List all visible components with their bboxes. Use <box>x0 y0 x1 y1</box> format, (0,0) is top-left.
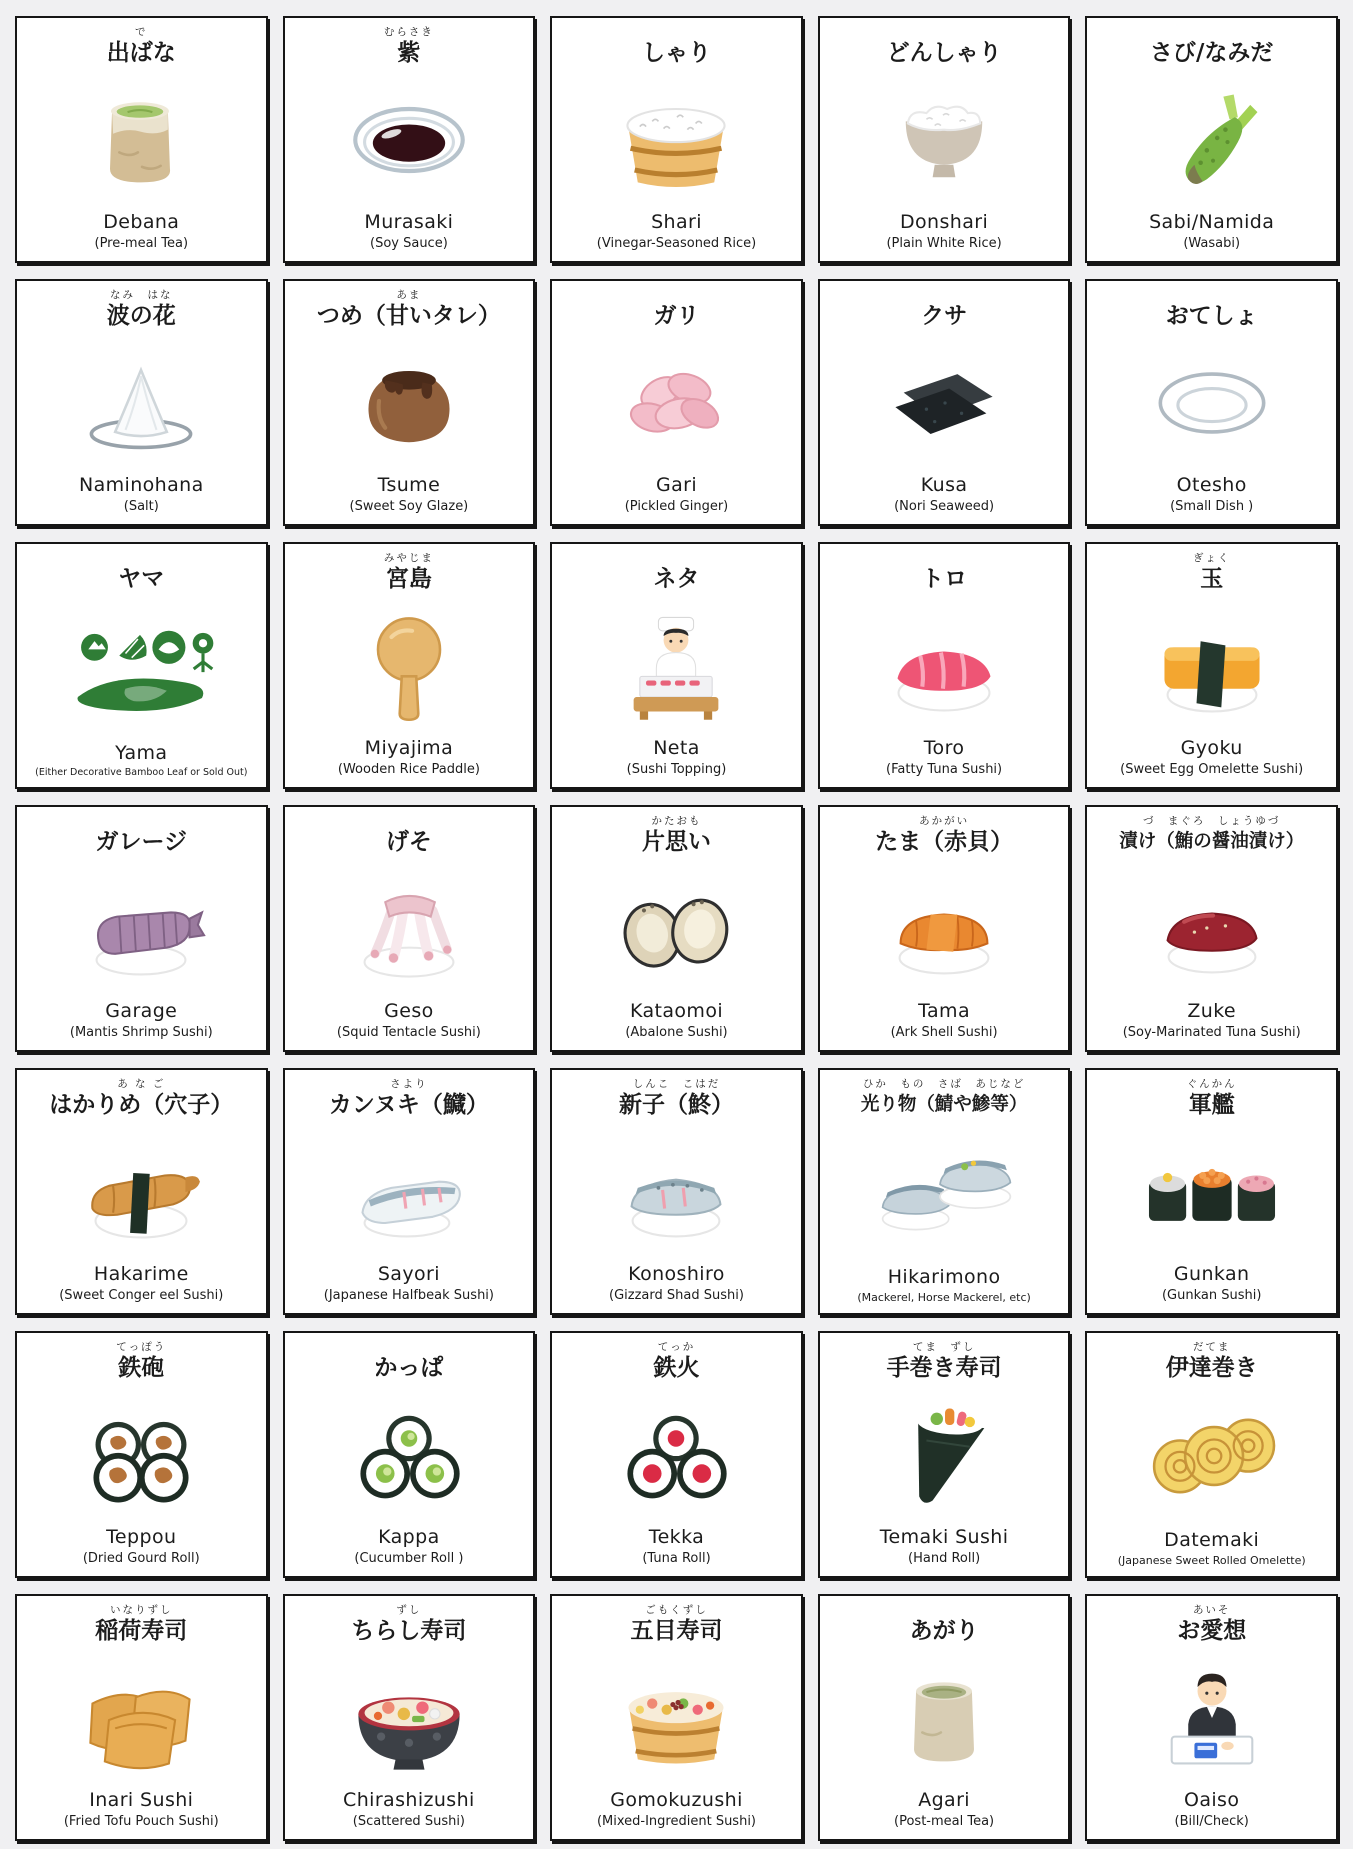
card-english: (Mantis Shrimp Sushi) <box>69 1025 213 1041</box>
card-furigana: ひか もの さば あじなど <box>862 1078 1026 1090</box>
card-romaji: Datemaki <box>1164 1528 1260 1551</box>
conger-nigiri-illustration <box>58 1130 224 1254</box>
card-inari <box>15 1594 268 1841</box>
card-gunkan <box>1085 1068 1338 1315</box>
small-plate-illustration <box>1129 341 1295 465</box>
ark-shell-nigiri-illustration <box>861 867 1027 991</box>
card-donshari <box>818 16 1071 263</box>
card-english: (Sweet Soy Glaze) <box>349 499 469 515</box>
wasabi-root-illustration <box>1129 78 1295 202</box>
card-romaji: Sabi/Namida <box>1149 211 1275 234</box>
card-geso <box>283 805 536 1052</box>
card-romaji: Temaki Sushi <box>879 1526 1009 1549</box>
card-title: 玉 <box>1200 566 1224 592</box>
card-english: (Soy-Marinated Tuna Sushi) <box>1122 1025 1301 1041</box>
card-romaji: Donshari <box>900 211 989 234</box>
card-english: (Scattered Sushi) <box>352 1814 466 1830</box>
card-gari <box>550 279 803 526</box>
gomoku-tub-illustration <box>593 1656 759 1780</box>
card-furigana: あま <box>396 289 422 301</box>
card-teppou <box>15 1331 268 1578</box>
card-title: 鉄火 <box>653 1355 700 1381</box>
card-romaji: Chirashizushi <box>343 1789 475 1812</box>
card-title: 光り物（鯖や鯵等） <box>860 1094 1028 1115</box>
card-title: あがり <box>909 1618 979 1644</box>
card-romaji: Murasaki <box>364 211 454 234</box>
gunkan-row-illustration <box>1129 1130 1295 1254</box>
card-shari <box>550 16 803 263</box>
card-furigana: むらさき <box>383 26 434 38</box>
card-english: (Japanese Sweet Rolled Omelette) <box>1117 1553 1306 1567</box>
card-english: (Either Decorative Bamboo Leaf or Sold Out) <box>35 766 248 778</box>
card-agari <box>818 1594 1071 1841</box>
card-romaji: Sayori <box>377 1263 440 1286</box>
card-english: (Soy Sauce) <box>370 236 448 252</box>
card-romaji: Teppou <box>106 1526 177 1549</box>
card-english: (Sweet Egg Omelette Sushi) <box>1120 762 1304 778</box>
card-otesho <box>1085 279 1338 526</box>
card-kusa <box>818 279 1071 526</box>
card-english: (Japanese Halfbeak Sushi) <box>323 1288 494 1304</box>
card-title: 漬け（鮪の醤油漬け） <box>1119 831 1305 852</box>
card-title: はかりめ（穴子） <box>49 1092 234 1118</box>
card-romaji: Gunkan <box>1173 1263 1250 1286</box>
card-title: げそ <box>385 829 432 855</box>
omelette-rolls-illustration <box>1129 1394 1295 1518</box>
card-romaji: Tama <box>918 1000 971 1023</box>
card-gyoku <box>1085 542 1338 789</box>
card-furigana: ずし <box>396 1604 422 1616</box>
card-romaji: Tsume <box>377 474 441 497</box>
rice-bowl-illustration <box>861 78 1027 202</box>
rice-paddle-illustration <box>326 604 492 728</box>
cucumber-rolls-illustration <box>326 1393 492 1517</box>
card-naminohana <box>15 279 268 526</box>
abalone-illustration <box>593 867 759 991</box>
card-title: 鉄砲 <box>118 1355 165 1381</box>
card-title: 稲荷寿司 <box>95 1618 188 1644</box>
card-romaji: Tekka <box>648 1526 705 1549</box>
card-garage <box>15 805 268 1052</box>
tea-cup-illustration <box>58 78 224 202</box>
card-romaji: Debana <box>103 211 180 234</box>
card-oaiso <box>1085 1594 1338 1841</box>
card-romaji: Garage <box>105 1000 178 1023</box>
card-furigana: しんこ こはだ <box>632 1078 721 1090</box>
card-english: (Bill/Check) <box>1174 1814 1249 1830</box>
card-title: 宮島 <box>385 566 432 592</box>
card-miyajima <box>283 542 536 789</box>
card-furigana: みやじま <box>383 552 434 564</box>
card-furigana: あいそ <box>1192 1604 1231 1616</box>
card-gomoku <box>550 1594 803 1841</box>
card-furigana: かたおも <box>651 815 702 827</box>
card-romaji: Agari <box>918 1789 970 1812</box>
card-zuke <box>1085 805 1338 1052</box>
card-english: (Nori Seaweed) <box>894 499 995 515</box>
sushi-chef-illustration <box>593 604 759 728</box>
card-romaji: Neta <box>653 737 700 760</box>
card-romaji: Hikarimono <box>887 1265 1001 1288</box>
card-english: (Tuna Roll) <box>642 1551 711 1567</box>
card-tsume <box>283 279 536 526</box>
card-romaji: Kappa <box>378 1526 440 1549</box>
card-furigana: あ な ご <box>117 1078 166 1090</box>
card-title: 片思い <box>641 829 711 855</box>
card-english: (Vinegar-Seasoned Rice) <box>596 236 757 252</box>
card-title: 手巻き寿司 <box>886 1355 1002 1381</box>
card-konoshiro <box>550 1068 803 1315</box>
card-chirashi <box>283 1594 536 1841</box>
card-title: 伊達巻き <box>1165 1355 1258 1381</box>
card-english: (Fatty Tuna Sushi) <box>886 762 1003 778</box>
card-furigana: てま ずし <box>912 1341 976 1353</box>
card-english: (Salt) <box>123 499 159 515</box>
card-romaji: Otesho <box>1176 474 1247 497</box>
card-furigana: いなりずし <box>110 1604 173 1616</box>
card-furigana: なみ はな <box>110 289 173 301</box>
card-furigana: てっか <box>657 1341 696 1353</box>
card-english: (Plain White Rice) <box>886 236 1002 252</box>
card-title: 紫 <box>397 40 421 66</box>
card-romaji: Shari <box>651 211 702 234</box>
card-title: 波の花 <box>106 303 176 329</box>
card-kataomoi <box>550 805 803 1052</box>
card-title: トロ <box>921 566 968 592</box>
card-english: (Sushi Topping) <box>626 762 727 778</box>
card-title: おてしょ <box>1165 303 1258 329</box>
card-romaji: Geso <box>384 1000 434 1023</box>
card-romaji: Konoshiro <box>628 1263 725 1286</box>
card-romaji: Miyajima <box>364 737 454 760</box>
card-neta <box>550 542 803 789</box>
card-datemaki <box>1085 1331 1338 1578</box>
card-english: (Hand Roll) <box>908 1551 981 1567</box>
card-title: カンヌキ（鱵） <box>328 1092 489 1118</box>
egg-nigiri-illustration <box>1129 604 1295 728</box>
shad-nigiri-illustration <box>593 1130 759 1254</box>
gourd-rolls-illustration <box>58 1393 224 1517</box>
card-title: 新子（鮗） <box>618 1092 734 1118</box>
chirashi-bowl-illustration <box>326 1656 492 1780</box>
card-furigana: さより <box>390 1078 428 1090</box>
card-furigana: あかがい <box>919 815 970 827</box>
card-title: どんしゃり <box>886 40 1002 66</box>
card-english: (Squid Tentacle Sushi) <box>336 1025 481 1041</box>
card-tama <box>818 805 1071 1052</box>
card-english: (Wooden Rice Paddle) <box>337 762 480 778</box>
card-hakarime <box>15 1068 268 1315</box>
card-title: 出ばな <box>106 40 176 66</box>
card-romaji: Hakarime <box>93 1263 189 1286</box>
card-title: ガリ <box>653 303 700 329</box>
pickled-ginger-illustration <box>593 341 759 465</box>
card-title: ガレージ <box>95 829 188 855</box>
card-romaji: Inari Sushi <box>89 1789 194 1812</box>
card-furigana: だてま <box>1192 1341 1231 1353</box>
squid-nigiri-illustration <box>326 867 492 991</box>
card-title: ヤマ <box>118 566 165 592</box>
card-sabi <box>1085 16 1338 263</box>
card-tekka <box>550 1331 803 1578</box>
card-romaji: Zuke <box>1187 1000 1237 1023</box>
shiny-fish-pair-illustration <box>861 1130 1027 1254</box>
card-romaji: Gari <box>655 474 698 497</box>
card-title: しゃり <box>641 40 711 66</box>
card-english: (Mixed-Ingredient Sushi) <box>596 1814 757 1830</box>
card-murasaki <box>283 16 536 263</box>
card-temaki <box>818 1331 1071 1578</box>
card-sayori <box>283 1068 536 1315</box>
card-romaji: Gyoku <box>1180 737 1243 760</box>
card-english: (Gunkan Sushi) <box>1161 1288 1262 1304</box>
card-english: (Pre-meal Tea) <box>94 236 189 252</box>
card-title: お愛想 <box>1177 1618 1247 1644</box>
card-romaji: Oaiso <box>1183 1789 1240 1812</box>
card-yama <box>15 542 268 789</box>
mantis-shrimp-illustration <box>58 867 224 991</box>
rice-tub-illustration <box>593 78 759 202</box>
card-english: (Pickled Ginger) <box>624 499 729 515</box>
card-romaji: Kataomoi <box>629 1000 724 1023</box>
card-romaji: Kusa <box>920 474 968 497</box>
card-kappa <box>283 1331 536 1578</box>
card-furigana: てっぽう <box>116 1341 167 1353</box>
card-english: (Fried Tofu Pouch Sushi) <box>63 1814 219 1830</box>
halfbeak-nigiri-illustration <box>326 1130 492 1254</box>
card-hikarimono <box>818 1068 1071 1315</box>
card-romaji: Yama <box>115 741 168 764</box>
card-english: (Small Dish ) <box>1170 499 1254 515</box>
card-furigana: で <box>135 26 148 38</box>
card-furigana: ごもくずし <box>645 1604 708 1616</box>
card-furigana: ぎょく <box>1192 552 1231 564</box>
zuke-nigiri-illustration <box>1129 866 1295 990</box>
salt-pile-illustration <box>58 341 224 465</box>
card-english: (Sweet Conger eel Sushi) <box>59 1288 224 1304</box>
inari-pouches-illustration <box>58 1656 224 1780</box>
card-english: (Post-meal Tea) <box>894 1814 995 1830</box>
card-english: (Mackerel, Horse Mackerel, etc) <box>857 1290 1031 1304</box>
nori-sheets-illustration <box>861 341 1027 465</box>
card-english: (Gizzard Shad Sushi) <box>609 1288 744 1304</box>
card-english: (Wasabi) <box>1183 236 1241 252</box>
soy-sauce-dish-illustration <box>326 78 492 202</box>
tuna-rolls-illustration <box>593 1393 759 1517</box>
card-title: クサ <box>921 303 968 329</box>
card-romaji: Gomokuzushi <box>610 1789 743 1812</box>
card-debana <box>15 16 268 263</box>
card-english: (Dried Gourd Roll) <box>82 1551 200 1567</box>
card-english: (Cucumber Roll ) <box>354 1551 464 1567</box>
card-furigana: ぐんかん <box>1186 1078 1237 1090</box>
card-title: 軍艦 <box>1188 1092 1235 1118</box>
tea-cup-plain-illustration <box>861 1656 1027 1780</box>
card-title: かっぱ <box>374 1355 444 1381</box>
card-toro <box>818 542 1071 789</box>
card-title: ネタ <box>653 566 700 592</box>
glaze-pot-illustration <box>326 341 492 465</box>
card-romaji: Naminohana <box>78 474 204 497</box>
card-title: さび/なみだ <box>1149 40 1274 66</box>
card-title: たま（赤貝） <box>875 829 1014 855</box>
card-title: ちらし寿司 <box>351 1618 467 1644</box>
tuna-nigiri-illustration <box>861 604 1027 728</box>
cashier-man-illustration <box>1129 1656 1295 1780</box>
card-furigana: づ まぐろ しょうゆづ <box>1142 815 1281 827</box>
bamboo-leaf-illustration <box>58 606 224 730</box>
card-english: (Abalone Sushi) <box>625 1025 728 1041</box>
card-romaji: Toro <box>923 737 965 760</box>
card-english: (Ark Shell Sushi) <box>890 1025 998 1041</box>
hand-roll-illustration <box>861 1393 1027 1517</box>
card-title: 五目寿司 <box>630 1618 723 1644</box>
card-title: つめ（甘いタレ） <box>316 303 501 329</box>
